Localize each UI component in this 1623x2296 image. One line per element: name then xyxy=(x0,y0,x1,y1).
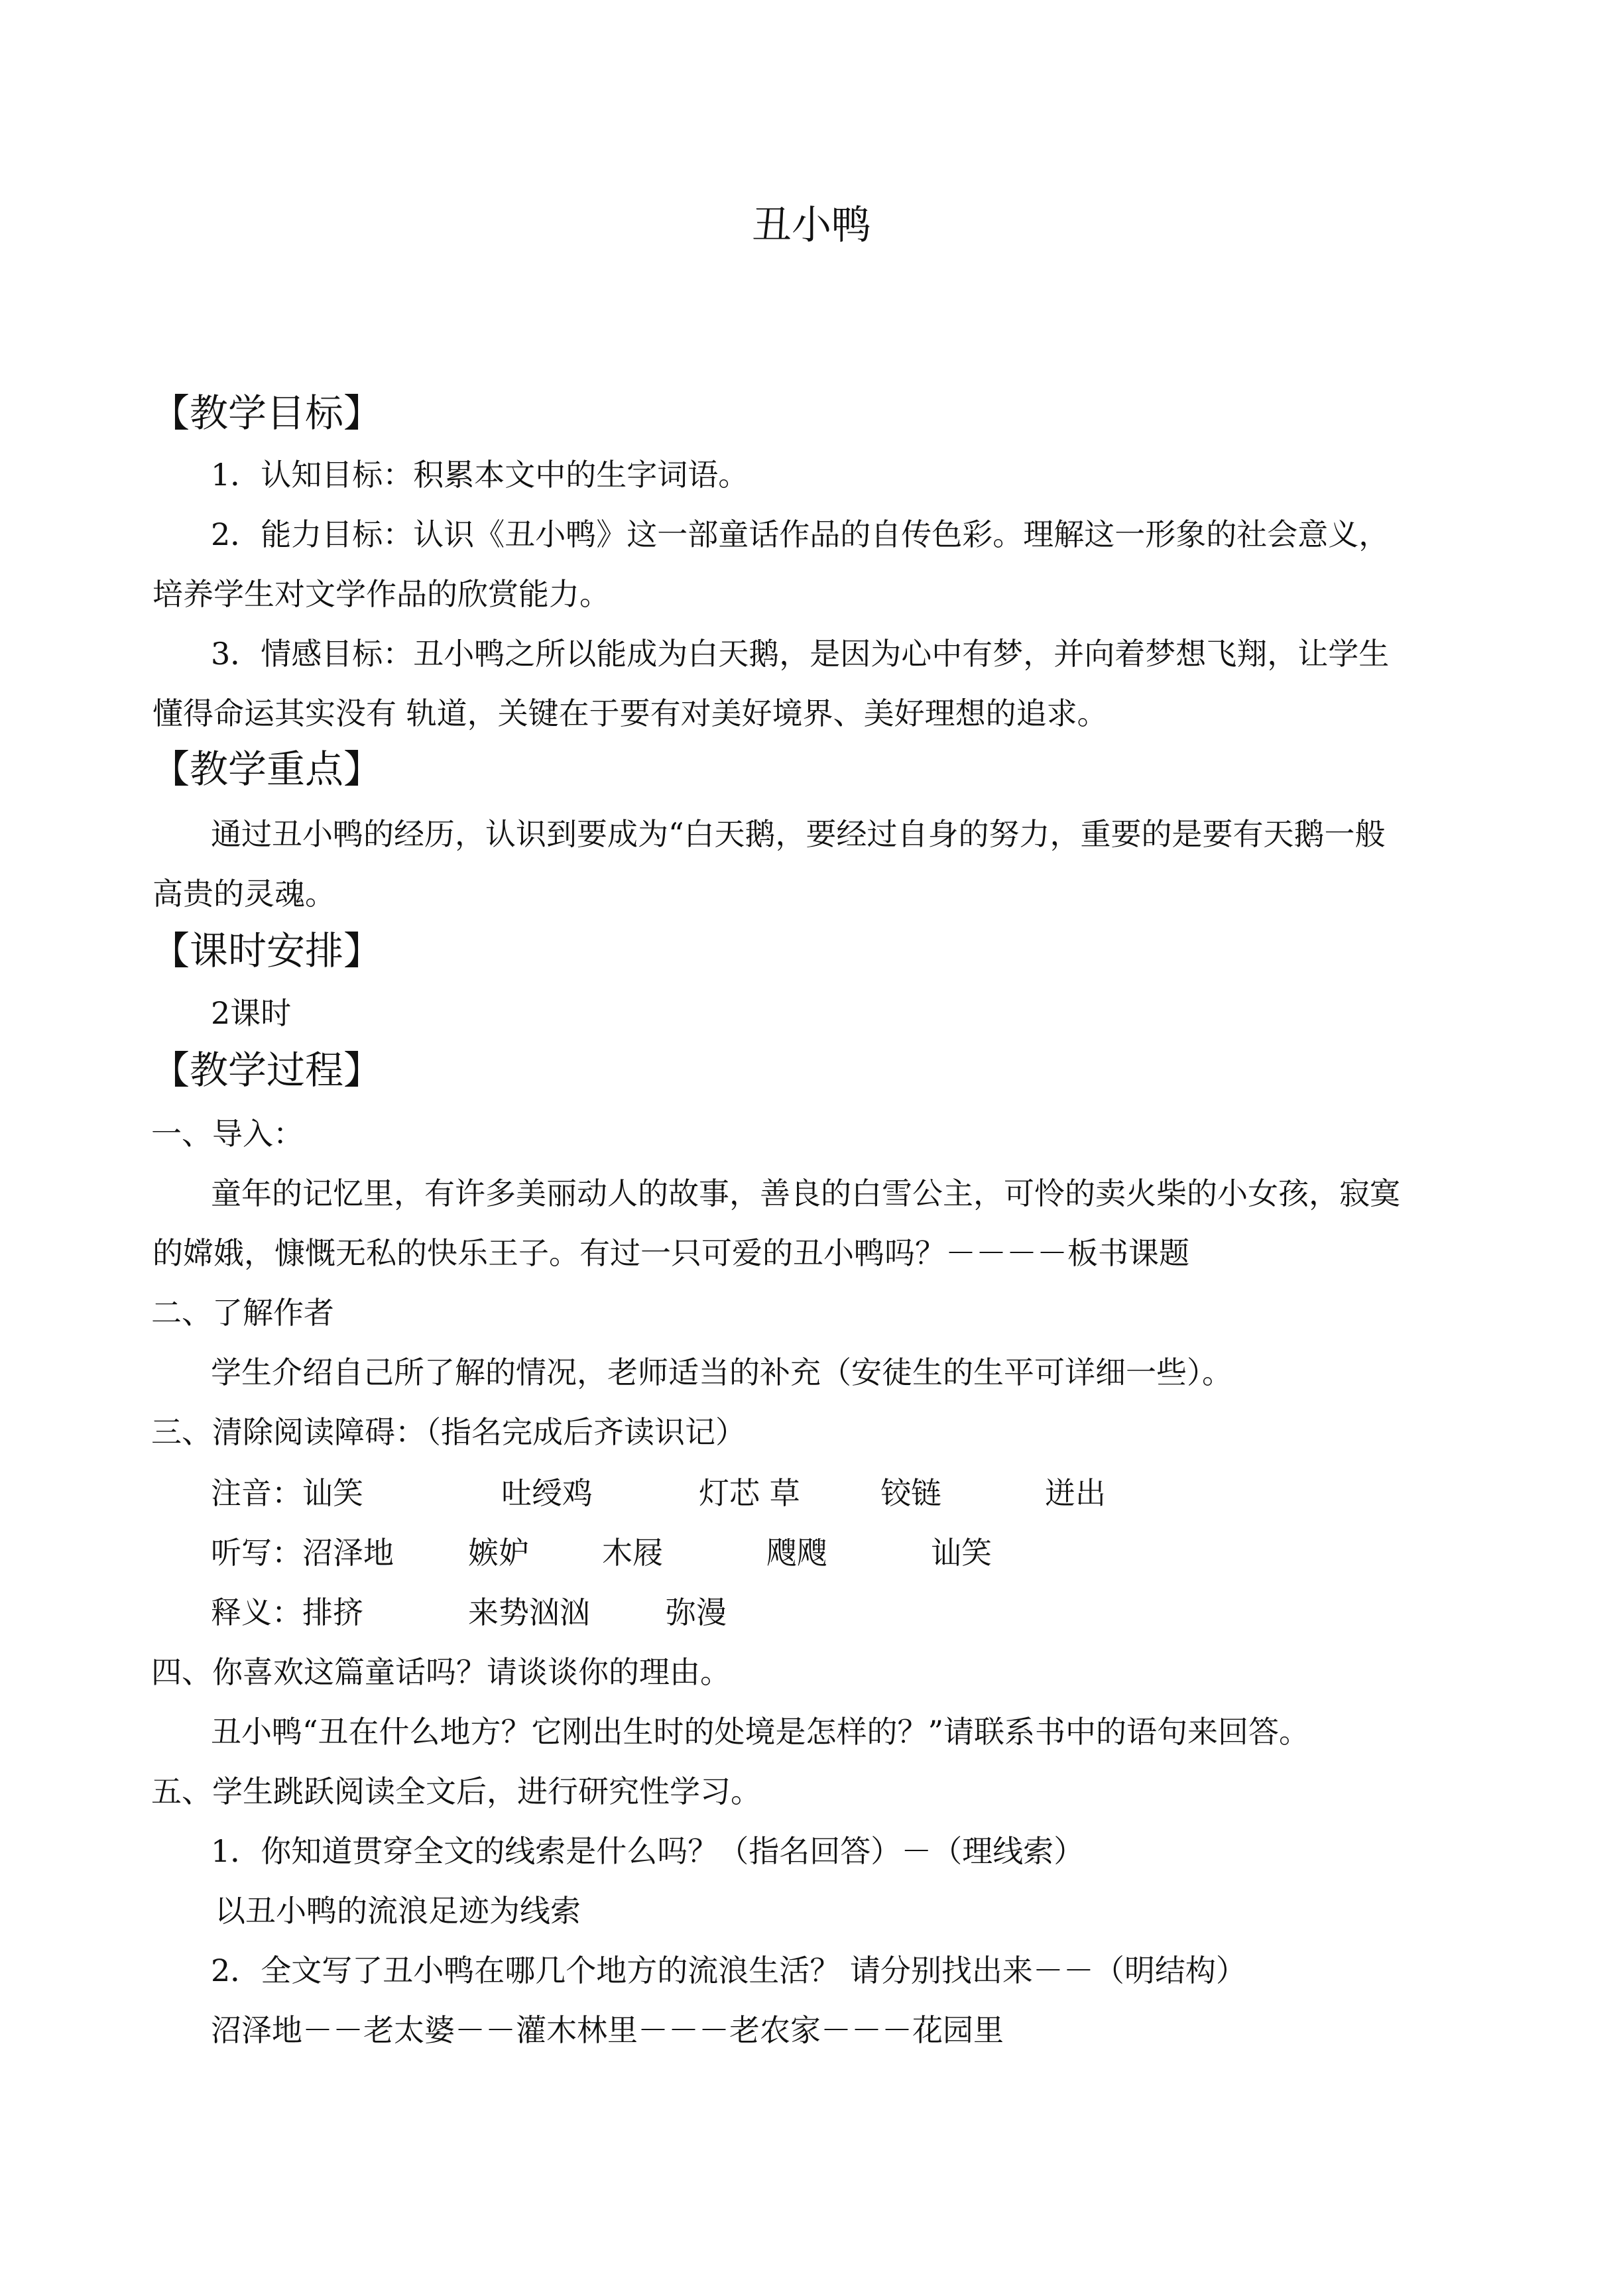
pinyin-row xyxy=(211,1473,363,1513)
process-heading: 【教学过程】 xyxy=(151,1048,383,1093)
page-title: 丑小鸭 xyxy=(752,202,871,249)
question-1: 1．你知道贯穿全文的线索是什么吗？（指名回答）－（理线索） xyxy=(211,1833,1085,1869)
pinyin-label: 注音： xyxy=(211,1475,302,1511)
meaning-label: 释义： xyxy=(211,1595,302,1630)
step-2-title: 二、了解作者 xyxy=(151,1295,334,1331)
meaning-row xyxy=(211,1593,363,1632)
meaning-word: 排挤 xyxy=(302,1595,363,1630)
goal-2-line-1: 2．能力目标：认识《丑小鸭》这一部童话作品的自传色彩。理解这一形象的社会意义， xyxy=(211,516,1390,552)
step-5-title: 五、学生跳跃阅读全文后，进行研究性学习。 xyxy=(151,1774,761,1809)
dictation-word: 嫉妒 xyxy=(468,1535,529,1571)
step-3-title: 三、清除阅读障碍：（指名完成后齐读识记） xyxy=(151,1414,746,1450)
pinyin-word: 铰链 xyxy=(880,1475,941,1511)
dictation-word: 木屐 xyxy=(602,1535,663,1571)
goal-3-line-2: 懂得命运其实没有 轨道，关键在于要有对美好境界、美好理想的追求。 xyxy=(152,695,1108,731)
pinyin-word: 吐绶鸡 xyxy=(501,1475,593,1511)
dictation-word: 飕飕 xyxy=(766,1535,827,1571)
step-4-title: 四、你喜欢这篇童话吗？请谈谈你的理由。 xyxy=(151,1654,731,1690)
goal-3-line-1: 3．情感目标：丑小鸭之所以能成为白天鹅，是因为心中有梦，并向着梦想飞翔，让学生 xyxy=(211,636,1390,672)
schedule-heading: 【课时安排】 xyxy=(151,928,383,973)
dictation-word: 讪笑 xyxy=(931,1535,992,1571)
focus-heading: 【教学重点】 xyxy=(151,747,383,792)
focus-line-2: 高贵的灵魂。 xyxy=(152,876,335,912)
goal-2-line-2: 培养学生对文学作品的欣赏能力。 xyxy=(152,576,610,612)
step-2-line-1: 学生介绍自己所了解的情况，老师适当的补充（安徒生的生平可详细一些）。 xyxy=(211,1355,1232,1390)
dictation-row xyxy=(211,1533,394,1573)
goals-heading: 【教学目标】 xyxy=(151,391,383,436)
step-1-title: 一、导入： xyxy=(151,1116,304,1152)
dictation-label: 听写： xyxy=(211,1535,302,1571)
schedule-value: 2课时 xyxy=(211,995,292,1031)
pinyin-word: 灯芯 草 xyxy=(699,1475,800,1511)
step-4-line-1: 丑小鸭“丑在什么地方？它刚出生时的处境是怎样的？”请联系书中的语句来回答。 xyxy=(211,1714,1310,1750)
step-1-line-2: 的嫦娥，慷慨无私的快乐王子。有过一只可爱的丑小鸭吗？－－－－板书课题 xyxy=(152,1235,1189,1271)
focus-line-1: 通过丑小鸭的经历，认识到要成为“白天鹅，要经过自身的努力，重要的是要有天鹅一般 xyxy=(211,816,1386,852)
pinyin-word: 迸出 xyxy=(1045,1475,1106,1511)
dictation-word: 沼泽地 xyxy=(302,1535,394,1571)
pinyin-word: 讪笑 xyxy=(302,1475,363,1511)
step-1-line-1: 童年的记忆里，有许多美丽动人的故事，善良的白雪公主，可怜的卖火柴的小女孩，寂寞 xyxy=(211,1176,1400,1211)
meaning-word: 来势汹汹 xyxy=(468,1595,590,1630)
goal-1: 1．认知目标：积累本文中的生字词语。 xyxy=(211,457,749,493)
meaning-word: 弥漫 xyxy=(666,1595,727,1630)
answer-1: 以丑小鸭的流浪足迹为线索 xyxy=(215,1893,581,1929)
question-2: 2．全文写了丑小鸭在哪几个地方的流浪生活？ 请分别找出来－－（明结构） xyxy=(211,1953,1246,1988)
answer-2: 沼泽地－－老太婆－－灌木林里－－－老农家－－－花园里 xyxy=(211,2012,1004,2048)
